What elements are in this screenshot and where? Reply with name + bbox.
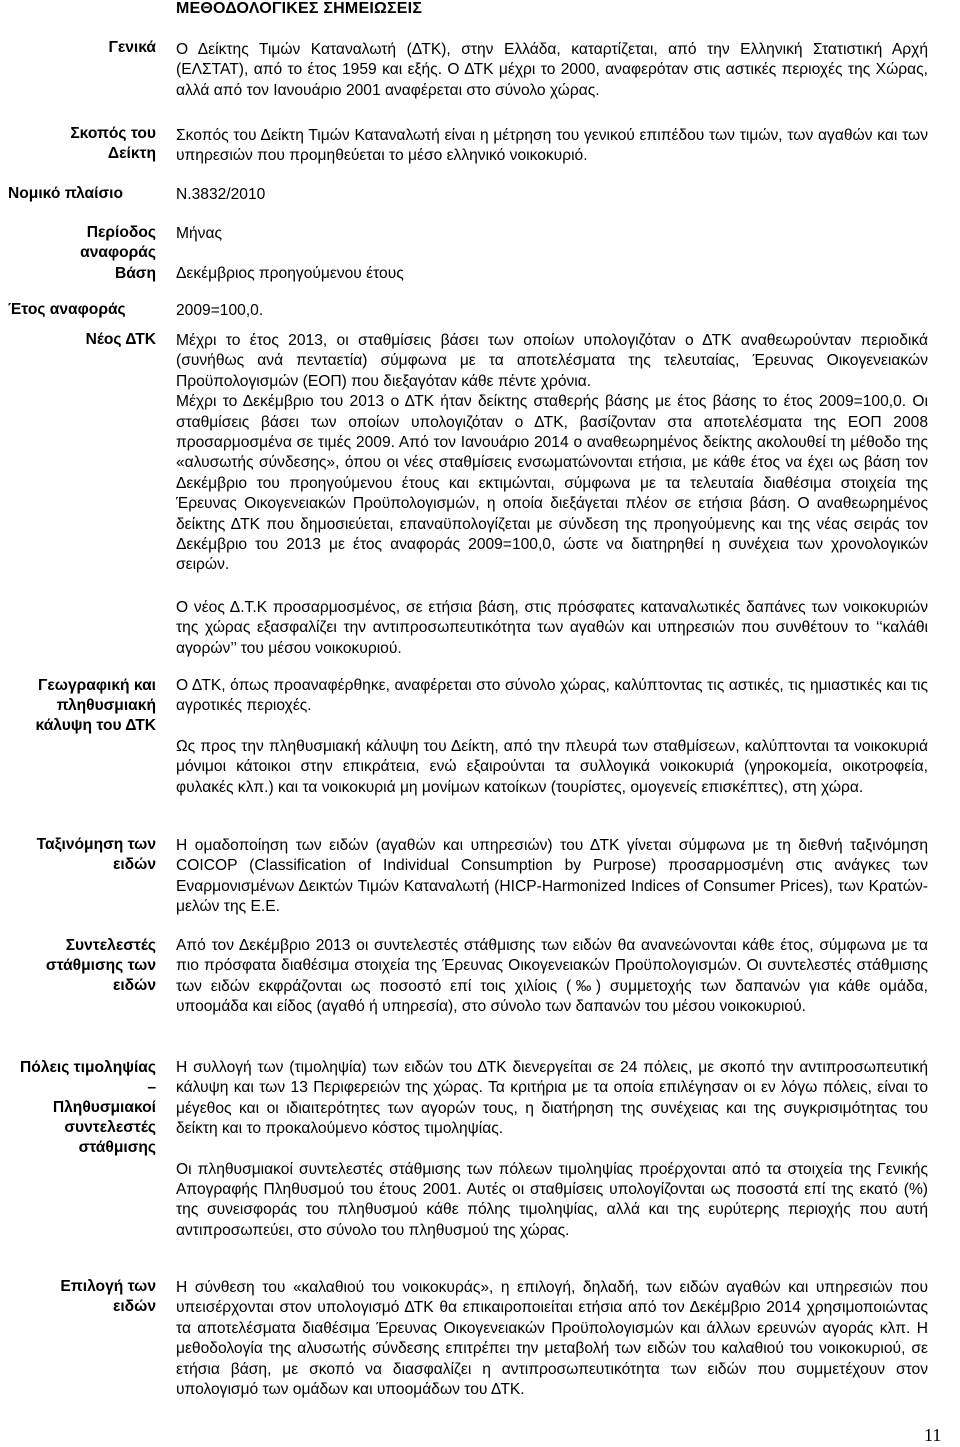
page-heading: ΜΕΘΟΔΟΛΟΓΙΚΕΣ ΣΗΜΕΙΩΣΕΙΣ xyxy=(176,0,423,17)
text-period xyxy=(176,224,928,244)
weights-paragraph: Από τον Δεκέμβριο 2013 οι συντελεστές στάθμισης των ειδών θα ανανεώνονται κάθε έτος, σύμφωνα με τα πιο πρόσφατα διαθέσιμα στοιχεία της Έρευνας Οικογενειακών Προϋπολογισμών. Οι συντελεστές στάθμισης των ειδών εκφράζονται ως ποσοστό επί τοις χιλίοις (‰) συμμετοχής των δαπανών για κάθε ομάδα, υποομάδα και είδος (αγαθό ή υπηρεσία), στο σύνολο των δαπανών του μέσου νοικοκυριού. xyxy=(176,937,928,1016)
label-classification: Ταξινόμηση των ειδών xyxy=(36,836,156,873)
purpose-paragraph: Σκοπός του Δείκτη Τιμών Καταναλωτή είναι η μέτρηση του γενικού επιπέδου των τιμών, των αγαθών και των υπηρεσιών που προμηθεύεται το μέσο ελληνικό νοικοκυριό. xyxy=(176,127,928,165)
label-weights: Συντελεστές στάθμισης των ειδών xyxy=(45,937,156,994)
label-period: Περίοδος αναφοράς xyxy=(80,224,156,261)
coverage-paragraph-1: Ο ΔΤΚ, όπως προαναφέρθηκε, αναφέρεται στο σύνολο χώρας, καλύπτοντας τις αστικές, τις ημιαστικές και τις αγροτικές περιοχές. xyxy=(176,677,928,715)
text-selection xyxy=(176,1278,928,1400)
label-ref-year: Έτος αναφοράς xyxy=(8,301,126,318)
label-cities: Πόλεις τιμοληψίας – Πληθυσμιακοί συντελεστές στάθμισης xyxy=(20,1059,156,1156)
label-selection: Επιλογή των ειδών xyxy=(60,1278,156,1315)
text-purpose xyxy=(176,126,928,167)
label-coverage: Γεωγραφική και πληθυσμιακή κάλυψη του ΔΤΚ xyxy=(35,677,156,734)
selection-paragraph: Η σύνθεση του «καλαθιού του νοικοκυράς», η επιλογή, δηλαδή, των ειδών αγαθών και υπηρεσιών που υπεισέρχονται στον υπολογισμό ΔΤΚ θα επικαιροποιείται ετήσια από τον Δεκέμβριο 2014 χρησιμοποιώντας τα αποτελέσματα διαθέσιμα Έρευνας Οικογενειακών Προϋπολογισμών και άλλων ερευνών αγοράς κλπ. Η μεθοδολογία της αλυσωτής σύνδεσης επιτρέπει την μεταβολή των ειδών του καλαθιού του νοικοκυριού, σε ετήσια βάση, με σκοπό να διασφαλίζει η αντιπροσωπευτικότητα των ειδών που συμμετέχουν στον υπολογισμό των ομάδων και υποομάδων του ΔΤΚ. xyxy=(176,1279,928,1399)
label-legal: Νομικό πλαίσιο xyxy=(8,185,123,202)
label-purpose: Σκοπός του Δείκτη xyxy=(70,125,156,162)
cities-paragraph-2: Οι πληθυσμιακοί συντελεστές στάθμισης των πόλεων τιμοληψίας προέρχονται από τα στοιχεία της Γενικής Απογραφής Πληθυσμού του έτους 2001. Αυτές οι σταθμίσεις υπολογίζονται ως ποσοστά επί της εκατό (%) της συνεισφοράς του πληθυσμού κάθε πόλης τιμοληψίας, αλλά και της ευρύτερης περιοχής που αυτή αντιπροσωπεύει, στο σύνολο του πληθυσμού της χώρας. xyxy=(176,1160,928,1239)
classification-paragraph: Η ομαδοποίηση των ειδών (αγαθών και υπηρεσιών) του ΔΤΚ γίνεται σύμφωνα με τη διεθνή ταξινόμηση COICOP (Classification of Individual Consumption by Purpose) προσαρμοσμένη στις ανάγκες των Εναρμονισμένων Δεικτών Τιμών Καταναλωτή (HICP-Harmonized Indices of Consumer Prices), των Κρατών-μελών της Ε.Ε. xyxy=(176,837,928,916)
text-general xyxy=(176,40,928,101)
coverage-paragraph-2: Ως προς την πληθυσμιακή κάλυψη του Δείκτη, από την πλευρά των σταθμίσεων, καλύπτονται τα νοικοκυριά μόνιμοι κάτοικοι στην επικράτεια, ενώ εξαιρούνται τα συλλογικά νοικοκυριά (γηροκομεία, οικοτροφεία, φυλακές κλπ.) και τα νοικοκυριά μη μονίμων κατοίκων (τουρίστες, ομογενείς επισκέπτες), στη χώρα. xyxy=(176,737,928,796)
text-base xyxy=(176,264,928,284)
new-cpi-paragraph-2: Μέχρι το Δεκέμβριο του 2013 ο ΔΤΚ ήταν δείκτης σταθερής βάσης με έτος βάσης το έτος 2009=100,0. Οι σταθμίσεις βάσει των οποίων υπολογιζόταν ο ΔΤΚ, βασίζονταν στα αποτελέσματα της ΕΟΠ 2008 προσαρμοσμένα σε τιμές 2009. Από τον Ιανουάριο 2014 ο αναθεωρημένος δείκτης ακολουθεί τη μέθοδο της «αλυσωτής σύνδεσης», όπου οι νέες σταθμίσεις ενσωματώνονται ετήσια, με κάθε έτος να έχει ως βάση τον Δεκέμβριο του προηγούμενου έτους και εκτιμώνται, σύμφωνα με τα τελευταία διαθέσιμα στοιχεία της Έρευνας Οικογενειακών Προϋπολογισμών, η οποία διεξάγεται πλέον σε ετήσια βάση. Ο αναθεωρημένος δείκτης ΔΤΚ που δημοσιεύεται, επαναϋπολογίζεται με σύνδεση της προηγούμενης και της νέας σειράς τον Δεκέμβριο του 2013 με έτος αναφοράς 2009=100,0, ώστε να διατηρηθεί η συνέχεια των χρονολογικών σειρών. xyxy=(176,393,928,574)
legal-paragraph: Ν.3832/2010 xyxy=(176,186,266,203)
text-cities xyxy=(176,1058,928,1241)
label-new-cpi: Νέος ΔΤΚ xyxy=(85,331,156,348)
text-ref-year xyxy=(176,301,928,321)
text-coverage xyxy=(176,676,928,798)
text-weights xyxy=(176,936,928,1018)
label-base: Βάση xyxy=(114,265,156,282)
base-paragraph: Δεκέμβριος προηγούμενου έτους xyxy=(176,265,404,282)
label-general: Γενικά xyxy=(108,39,156,56)
new-cpi-paragraph-1: Μέχρι το έτος 2013, οι σταθμίσεις βάσει των οποίων υπολογιζόταν ο ΔΤΚ αναθεωρούνταν περιοδικά (συνήθως ανά πενταετία) σύμφωνα με τα αποτελέσματα της τελευταίας, Έρευνας Οικογενειακών Προϋπολογισμών (ΕΟΠ) που διεξαγόταν κάθε πέντε χρόνια. xyxy=(176,332,928,390)
page-number: 11 xyxy=(924,1425,942,1445)
text-classification xyxy=(176,836,928,918)
general-paragraph: Ο Δείκτης Τιμών Καταναλωτή (ΔΤΚ), στην Ελλάδα, καταρτίζεται, από την Ελληνική Στατιστική Αρχή (ΕΛΣΤΑΤ), από το έτος 1959 και εξής. Ο ΔΤΚ μέχρι το 2000, αναφερόταν στις αστικές περιοχές της Χώρας, αλλά από τον Ιανουάριο 2001 αναφέρεται στο σύνολο χώρας. xyxy=(176,41,928,99)
text-new-cpi xyxy=(176,331,928,659)
text-legal xyxy=(176,185,928,205)
new-cpi-paragraph-3: Ο νέος Δ.Τ.Κ προσαρμοσμένος, σε ετήσια βάση, στις πρόσφατες καταναλωτικές δαπάνες των νοικοκυριών της χώρας εξασφαλίζει την αντιπροσωπευτικότητα των αγαθών και υπηρεσιών που συνθέτουν το ‘‘καλάθι αγορών’’ του μέσου νοικοκυριού. xyxy=(176,598,928,657)
ref-year-paragraph: 2009=100,0. xyxy=(176,302,264,319)
cities-paragraph-1: Η συλλογή των (τιμοληψία) των ειδών του ΔΤΚ διενεργείται σε 24 πόλεις, με σκοπό την αντιπροσωπευτική κάλυψη και των 13 Περιφερειών της χώρας. Τα κριτήρια με τα οποία επιλέγησαν οι εν λόγω πόλεις, είναι το μέγεθος και οι ιδιαιτερότητες των αγορών τους, η διατήρηση της συνέχειας και της συγκρισιμότητας του δείκτη και το προκαλούμενο κόστος τιμοληψίας. xyxy=(176,1059,928,1138)
period-paragraph: Μήνας xyxy=(176,225,222,242)
